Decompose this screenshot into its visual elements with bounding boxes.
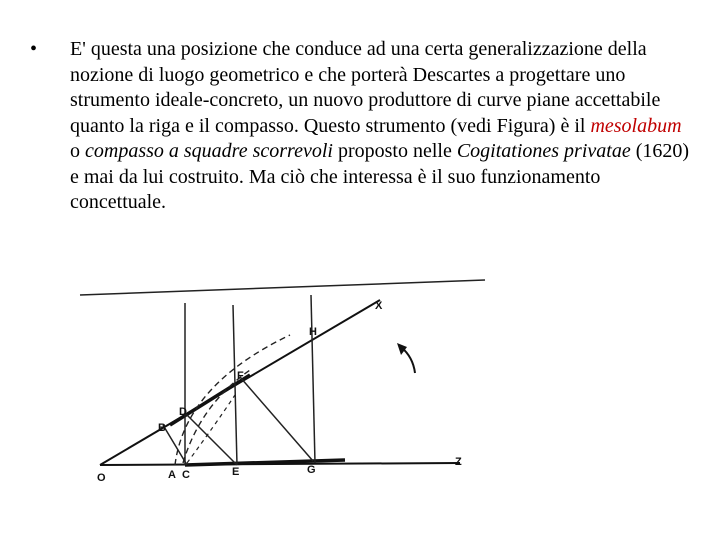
dashed-curve-1 <box>175 335 290 465</box>
rotation-arrowhead <box>397 343 407 355</box>
label-h: H <box>309 326 317 338</box>
label-b: B <box>158 422 166 434</box>
bullet-marker: • <box>30 38 38 60</box>
label-d: D <box>179 406 187 418</box>
vertical-3 <box>311 295 315 463</box>
diagonal-de <box>185 413 237 465</box>
dashed-curve-3 <box>187 395 235 463</box>
label-e: E <box>232 466 240 478</box>
body-paragraph <box>70 37 690 216</box>
paragraph-text-3: proposto nelle <box>332 140 457 162</box>
label-o: O <box>97 472 106 484</box>
cogitationes-title: Cogitationes privatae <box>456 140 631 162</box>
label-g: G <box>307 464 316 476</box>
paragraph-text-4: (1620) e mai da lui costruito. Ma ciò che interessa è il suo funzionamento concettuale. <box>70 140 690 213</box>
label-f: F <box>237 370 244 382</box>
mesolabum-term: mesolabum <box>590 114 682 137</box>
label-a: A <box>168 469 176 481</box>
label-x: X <box>375 300 383 312</box>
diagonal-fg <box>240 377 313 461</box>
label-z: Z <box>455 456 462 468</box>
compasso-term: compasso a squadre scorrevoli <box>85 140 333 162</box>
top-edge-line <box>80 280 485 295</box>
mesolabum-figure <box>75 265 495 490</box>
paragraph-text-1: E' questa una posizione che conduce ad una certa generalizzazione della nozione di luogo geometrico e che porterà Descartes a progettare uno strumento ideale-concreto, un nuovo produttore di curve piane accettabile quanto la riga e il compasso. Questo strumento (vedi Figura) è il <box>70 38 661 137</box>
label-c: C <box>182 469 190 481</box>
paragraph-text-2: o <box>70 140 85 162</box>
